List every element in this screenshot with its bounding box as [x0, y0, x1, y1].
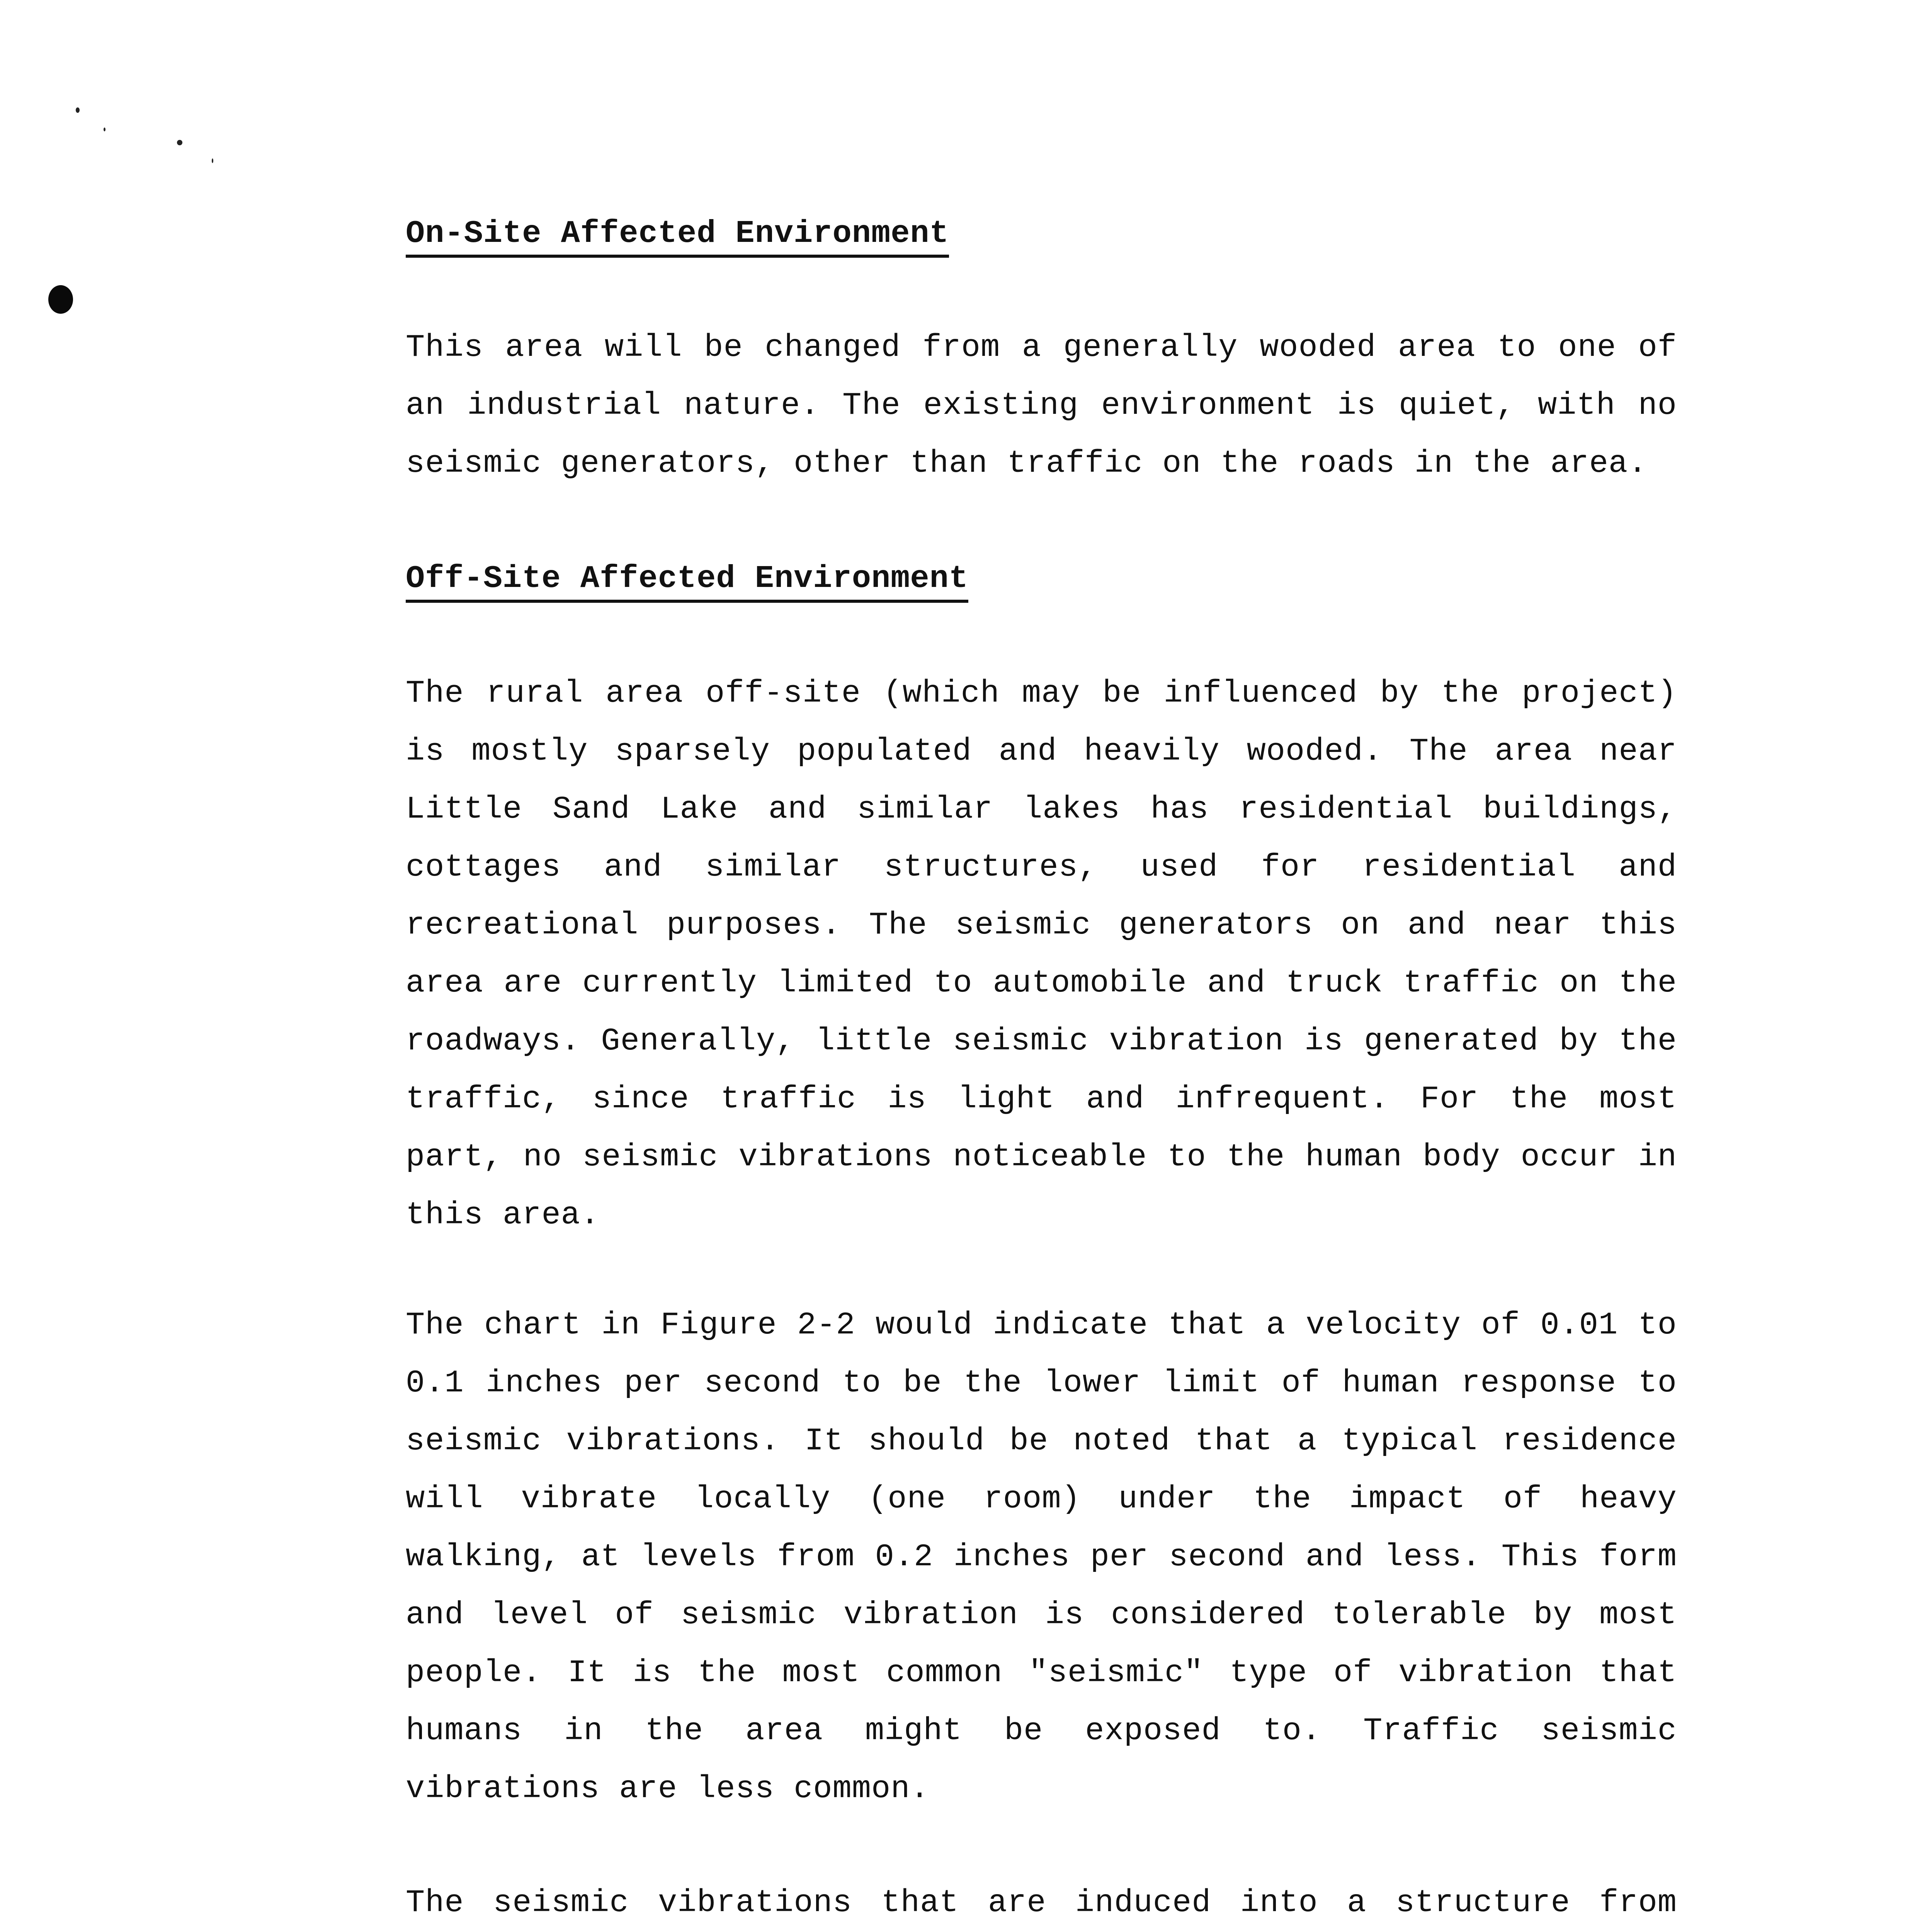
onsite-paragraph: This area will be changed from a generally wooded area to one of an industrial nature. The existing environment is quiet, with no seismic generators, other than traffic on the roads in the area. — [406, 330, 1677, 481]
scan-speck — [212, 158, 213, 163]
offsite-heading: Off-Site Affected Environment — [406, 560, 968, 603]
onsite-heading: On-Site Affected Environment — [406, 214, 949, 258]
figure-reference-paragraph: The chart in Figure 2-2 would indicate that a velocity of 0.01 to 0.1 inches per second to be the lower limit of human response to seismic vibrations. It should be noted that a typical residence will vibrate locally (one room) under the impact of heavy walking, at levels from 0.2 inches per second and less. This form and level of seismic vibration is considered tolerable by most people. It is the most common "seismic" type of vibration that humans in the area might be exposed to. Traffic seismic vibrations are less common. — [406, 1307, 1677, 1807]
hole-punch-top — [48, 285, 73, 314]
scan-speck — [76, 107, 80, 113]
truck-traffic-paragraph: The seismic vibrations that are induced into a structure from — [406, 1885, 1677, 1921]
scan-speck — [177, 140, 182, 145]
offsite-paragraph: The rural area off-site (which may be influenced by the project) is mostly sparsely populated and heavily wooded. The area near Little Sand Lake and similar lakes has residential buildings, cottages and similar structures, used for residential and recreational purposes. The seismic generators on and near this area are currently limited to automobile and truck traffic on the roadways. Generally, little seismic vibration is generated by the traffic, since traffic is light and infrequent. For the most part, no seismic vibrations noticeable to the human body occur in this area. — [406, 675, 1677, 1233]
scan-speck — [104, 128, 105, 131]
